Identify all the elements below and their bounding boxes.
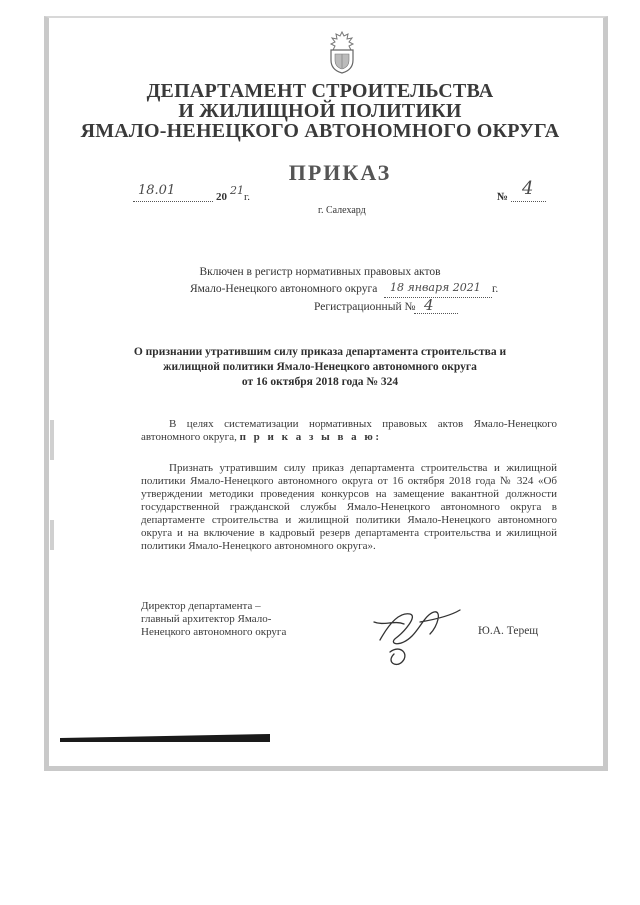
department-name-line3: ЯМАЛО-НЕНЕЦКОГО АВТОНОМНОГО ОКРУГА	[80, 120, 560, 142]
scan-margin-mark	[50, 520, 54, 550]
registry-number-label: Регистрационный №	[314, 301, 416, 313]
document-type-title: ПРИКАЗ	[288, 160, 392, 185]
handwritten-signature	[360, 592, 470, 672]
signatory-position	[141, 600, 286, 639]
heading-line2: жилищной политики Ямало-Ненецкого автономного округа	[163, 361, 477, 373]
registry-line2-prefix: Ямало-Ненецкого автономного округа	[190, 283, 378, 295]
registry-date-underline	[384, 297, 492, 298]
scan-artifact-bar	[60, 734, 270, 742]
department-name-line1: ДЕПАРТАМЕНТ СТРОИТЕЛЬСТВА	[146, 80, 494, 102]
registry-date-handwritten: 18 января 2021	[390, 281, 481, 294]
position-line1: Директор департамента –	[141, 600, 261, 612]
registry-date-suffix: г.	[492, 283, 499, 295]
scan-margin-mark	[50, 420, 54, 460]
registry-number-handwritten: 4	[424, 296, 434, 314]
preamble-paragraph	[141, 418, 557, 444]
heading-line1: О признании утратившим силу приказа департамента строительства и	[133, 346, 507, 358]
order-subject-heading	[120, 345, 520, 390]
order-number-underline	[511, 201, 546, 202]
operative-paragraph	[141, 462, 557, 553]
department-name-line2: И ЖИЛИЩНОЙ ПОЛИТИКИ	[178, 100, 462, 122]
position-line2: главный архитектор Ямало-	[141, 613, 272, 625]
registry-number-underline	[414, 313, 458, 314]
coat-of-arms-emblem-icon	[325, 30, 359, 74]
signer-name: Ю.А. Терещ	[478, 625, 539, 637]
heading-line3: от 16 октября 2018 года № 324	[241, 376, 399, 388]
order-year-suffix: г.	[244, 191, 251, 203]
preamble-text: В целях систематизации нормативных правовых актов Ямало-Ненецкого автономного округа,	[141, 418, 557, 443]
date-underline	[133, 201, 213, 202]
order-number-handwritten: 4	[522, 178, 534, 199]
registry-line1: Включен в регистр нормативных правовых актов	[199, 266, 441, 278]
order-year-handwritten: 21	[230, 184, 244, 197]
order-date-handwritten: 18.01	[138, 183, 176, 198]
order-number-sign: №	[497, 191, 509, 203]
operative-text: Признать утратившим силу приказ департамента строительства и жилищной политики Ямало-Ненецкого автономного округа от 16 октября 2018 года № 324 «Об утверждении методики проведения конкурсов на замещение вакантной должности государственной гражданской службы Ямало-Ненецкого автономного округа в департаменте строительства и жилищной политики Ямало-Ненецкого автономного округа и на включение в кадровый резерв департамента строительства и жилищной политики Ямало-Ненецкого автономного округа».	[141, 462, 557, 552]
order-command: п р и к а з ы в а ю:	[239, 431, 382, 443]
city-name: г. Салехард	[318, 205, 366, 216]
position-line3: Ненецкого автономного округа	[141, 626, 287, 638]
order-year-prefix: 20	[216, 191, 227, 203]
